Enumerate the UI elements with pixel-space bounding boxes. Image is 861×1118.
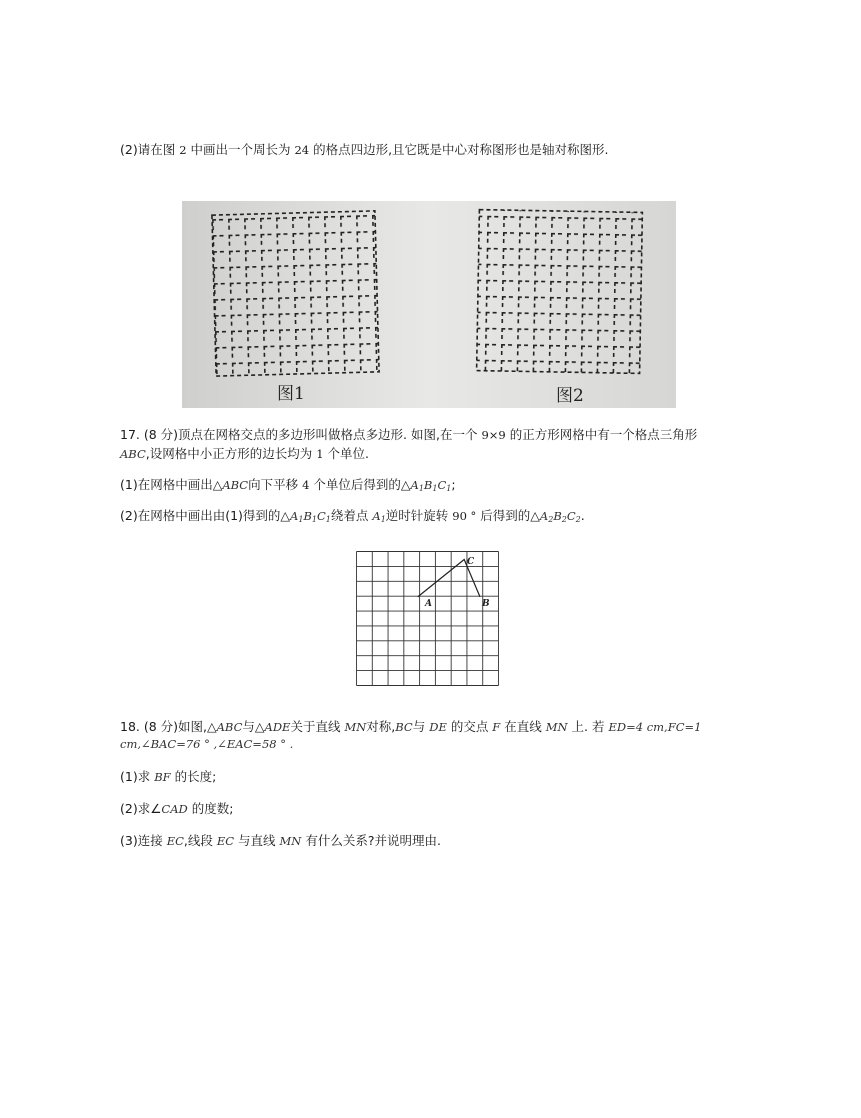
label-c: C [467,557,475,567]
grid-figure-2 [477,210,643,374]
q18-part2: (2)求∠CAD 的度数; [120,801,234,816]
grid-9x9 [355,550,500,691]
q18-heading: 18. (8 分)如图,△ABC与△ADE关于直线 MN对称,BC与 DE 的交点 F 在直线 MN 上. 若 ED=4 cm,FC=1 [120,719,702,734]
q17-line2: ABC,设网格中小正方形的边长均为 1 个单位. [120,446,370,461]
q18-line2: cm,∠BAC=76 ° ,∠EAC=58 ° . [120,737,294,751]
fig1-label: 图1 [277,384,305,404]
grid-figure-1 [212,211,379,376]
q17-part1: (1)在网格中画出△ABC向下平移 4 个单位后得到的$\triangle A_1B_1C_1$; [120,477,456,493]
q18-part1: (1)求 BF 的长度; [120,769,217,784]
figure-photo [182,201,676,408]
q17-heading: 17. (8 分)顶点在网格交点的多边形叫做格点多边形. 如图,在一个 9×9 的正方形网格中有一个格点三角形 [120,427,698,442]
fig2-label: 图2 [556,386,584,406]
label-b: B [482,599,490,609]
label-a: A [425,599,432,609]
q16-part2-text: (2)请在图 2 中画出一个周长为 24 的格点四边形,且它既是中心对称图形也是轴对称图形. [120,142,609,157]
q18-part3: (3)连接 EC,线段 EC 与直线 MN 有什么关系?并说明理由. [120,833,441,848]
q17-part2: (2)在网格中画出由(1)得到的$\triangle A_1B_1C_1$绕着点 $A_1$逆时针旋转 90 ° 后得到的$\triangle A_2B_2C_2$. [120,508,585,524]
